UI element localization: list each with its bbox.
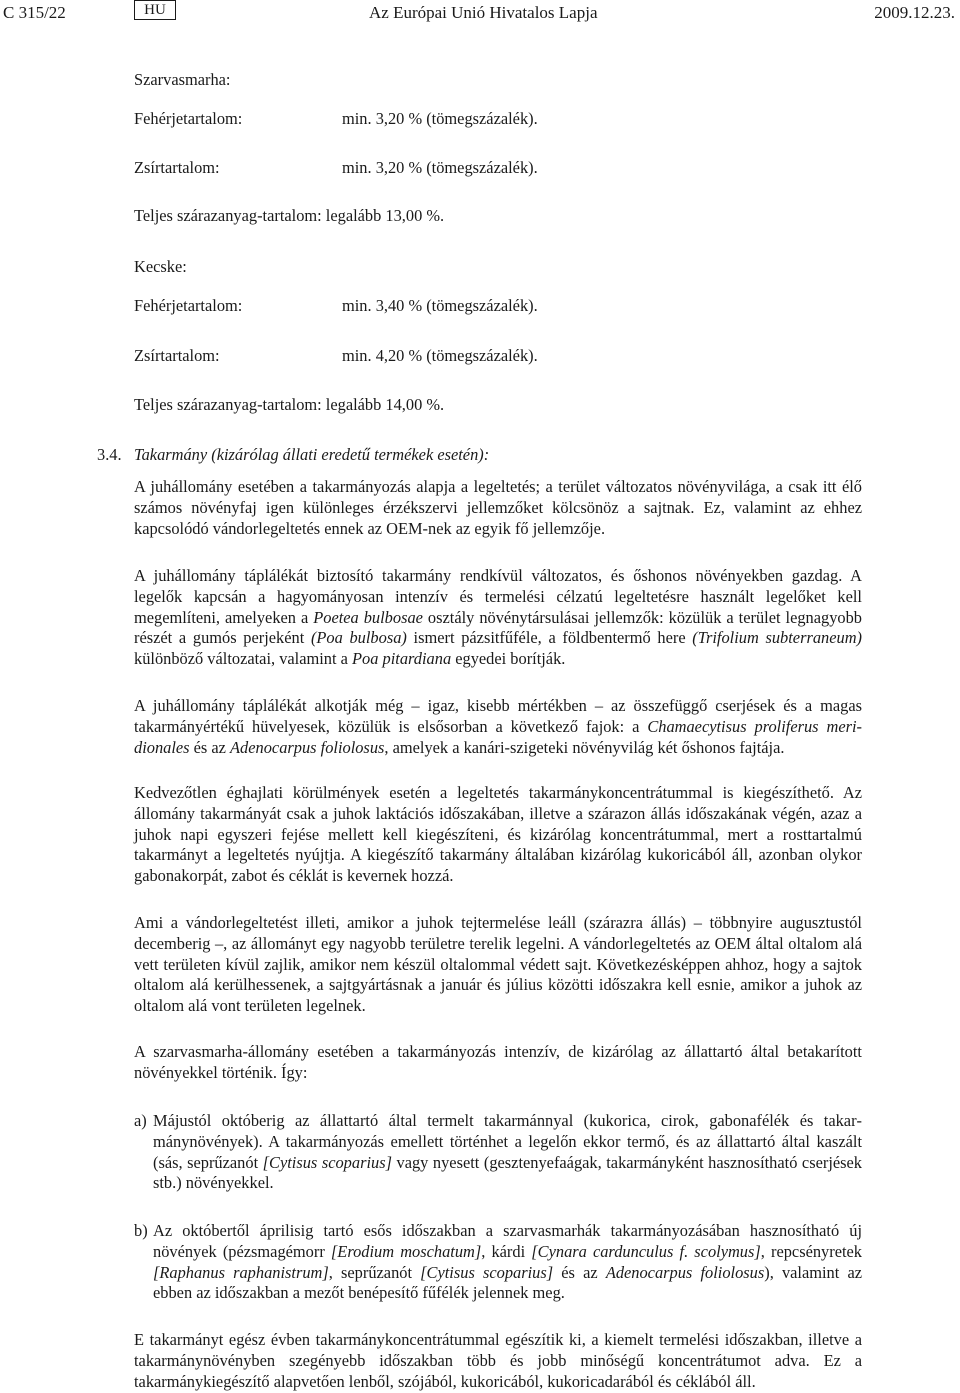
goat-dry-matter: Teljes szárazanyag-tartalom: legalább 14,00 %. <box>134 395 445 414</box>
paragraph-pasture: A juhállomány esetében a takarmányozás alapja a legeltetés; a terület változatos növényvilága, a csak itt élő számos növényfaj igen különleges érzékszervi jellemzőket kölcsönöz a sajtnak. Ez, valamint az ehhez kapcsolódó vándorlegeltetés ennek az OEM-nek az egyik fő jellemzője. <box>134 477 862 538</box>
list-item-b: Az októbertől áprilisig tartó esős időszakban a szarvasmarhák takarmányozásában hasznosítható új növények (pézsmagémorr [Erodium moschatum], kárdi [Cynara cardunculus f. scolymus], repcsényretek [Raphanus raphanistrum], seprűzanót [Cytisus scoparius] és az Adenocarpus foliolosus), valamint az ebben az időszakban a mezőt benépesítő fűfélék jelennek meg. <box>153 1221 863 1303</box>
cow-fat-label: Zsírtartalom: <box>134 158 220 177</box>
cow-fat-value: min. 3,20 % (tömegszázalék). <box>342 158 538 177</box>
goat-fat-value: min. 4,20 % (tömegszázalék). <box>342 346 538 365</box>
goat-protein-label: Fehérjetartalom: <box>134 296 243 315</box>
paragraph-supplement: Kedvezőtlen éghajlati körülmények esetén a legeltetés takarmánykoncentrátummal is kiegészíthető. Az állomány takarmányát csak a juhok laktációs időszakában, illetve a szárazon állás időszakának végén, azaz a juhok napi egyszeri fejése mellett kell kiegészíteni, és kizárólag koncentrátummal, mert a rosttartalmú takarmányt a legeltetés nyújtja. A kiegészítő takarmány általában kizárólag kukoricából áll, azonban olykor gabonakorpát, zabot és céklát is kevernek hozzá. <box>134 783 862 886</box>
language-badge: HU <box>134 0 176 20</box>
section-title: Takarmány (kizárólag állati eredetű termékek esetén): <box>134 445 490 464</box>
list-marker-a: a) <box>134 1111 147 1130</box>
goat-fat-label: Zsírtartalom: <box>134 346 220 365</box>
goat-heading: Kecske: <box>134 257 187 276</box>
publication-date: 2009.12.23. <box>874 3 955 22</box>
paragraph-cattle: A szarvasmarha-állomány esetében a takarmányozás intenzív, de kizárólag az állattartó által betakarított növényekkel történik. Így: <box>134 1042 862 1082</box>
cow-protein-value: min. 3,20 % (tömegszázalék). <box>342 109 538 128</box>
section-number: 3.4. <box>97 445 122 464</box>
page-header <box>0 0 960 30</box>
cow-dry-matter: Teljes szárazanyag-tartalom: legalább 13,00 %. <box>134 206 445 225</box>
goat-protein-value: min. 3,40 % (tömegszázalék). <box>342 296 538 315</box>
cow-heading: Szarvasmarha: <box>134 70 231 89</box>
cow-protein-label: Fehérjetartalom: <box>134 109 243 128</box>
list-marker-b: b) <box>134 1221 148 1240</box>
paragraph-transhumance: Ami a vándorlegeltetést illeti, amikor a juhok tejtermelése leáll (szárazra állás) – többnyire augusztustól decemberig –, az állományt egy nagyobb területre terelik legelni. A vándorlegeltetés az OEM által oltalom alá vett területen kívül zajlik, amikor nem készül oltalommal védett sajt. Következésképpen ahhoz, hogy a sajtok oltalom alá kerülhessenek, a sajtgyártásnak a január és július közötti időszakra kell esnie, amikor a juhok az oltalom alá vont területen legelnek. <box>134 913 862 1016</box>
paragraph-concentrate: E takarmányt egész évben takarmánykoncentrátummal egészítik ki, a kiemelt termelési időszakban, illetve a takarmánynövényben szegényebb időszakban több és jobb minőségű koncentrátumot adva. Ez a takarmánykiegészítő alapvetően lenből, szójából, kukoricából, kukoricadarából és céklából áll. <box>134 1330 862 1391</box>
journal-title: Az Európai Unió Hivatalos Lapja <box>369 3 598 22</box>
paragraph-vegetation: A juhállomány táplálékát biztosító takarmány rendkívül változatos, és őshonos növényekben gazdag. A legelők kapcsán a hagyományosan intenzív és termelési célzatú legeltetésre használt legelőket kell megemlíteni, amelyeken a Poetea bulbosae osztály növénytársulásai jellemzők: közülük a terület legnagyobb részét a gumós perjeként (Poa bulbosa) ismert pázsitfűféle, a földbentermő here (Trifolium subterraneum) különböző változatai, valamint a Poa pitardiana egyedei borítják. <box>134 566 862 669</box>
journal-reference: C 315/22 <box>3 3 66 22</box>
paragraph-shrubs: A juhállomány táplálékát alkotják még – igaz, kisebb mértékben – az összefüggő cserjések és a magas takarmányértékű hüvelyesek, közülük is elsősorban a következő fajok: a Chamaecytisus proliferus meridionales és az Adenocarpus foliolosus, amelyek a kanári-szigeteki növényvilág két őshonos fajtája. <box>134 696 862 757</box>
list-item-a: Májustól októberig az állattartó által termelt takarmánnyal (kukorica, cirok, gabonafélék és takarmánynövények). A takarmányozás emellett történhet a legelőn ekkor termő, és az állattartó által kaszált (sás, seprűzanót [Cytisus scoparius] vagy nyesett (gesztenyefaágak, takarmányként hasznosítható cserjések stb.) növényekkel. <box>153 1111 862 1193</box>
